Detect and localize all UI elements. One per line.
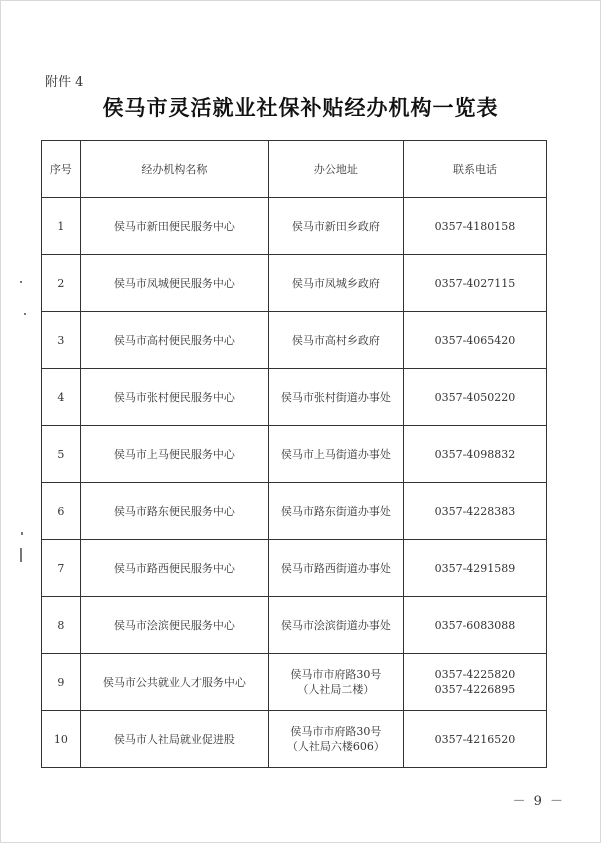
scan-speck [20,281,22,283]
cell-address [268,426,403,483]
address-line: 侯马市张村街道办事处 [280,390,391,404]
cell-institution-name: 侯马市凤城便民服务中心 [80,255,268,312]
address-line: （人社局二楼） [297,683,375,696]
scan-speck [24,313,26,315]
cell-no: 5 [42,426,81,483]
address-line: 侯马市市府路30号 [290,725,382,738]
cell-phone [403,255,546,312]
cell-no: 4 [42,369,81,426]
table-row [42,597,547,654]
address-line: 侯马市上马街道办事处 [280,447,391,461]
cell-address [268,369,403,426]
phone-number: 0357-4216520 [434,732,516,746]
cell-phone [403,540,546,597]
page-number: － 9 － [512,794,565,809]
cell-phone [403,369,546,426]
cell-phone [403,483,546,540]
address-line: 侯马市凤城乡政府 [291,276,380,290]
attachment-label: 附件 4 [45,75,84,90]
scan-speck [20,548,22,562]
cell-address [268,312,403,369]
cell-no: 1 [42,198,81,255]
cell-institution-name: 侯马市公共就业人才服务中心 [80,654,268,711]
phone-number: 0357-4050220 [434,390,516,404]
address-line: 侯马市高村乡政府 [291,333,380,347]
phone-number: 0357-4027115 [434,276,516,290]
cell-no: 7 [42,540,81,597]
cell-institution-name: 侯马市上马便民服务中心 [80,426,268,483]
scan-speck [21,532,23,535]
table-row [42,369,547,426]
cell-phone [403,198,546,255]
table-row [42,540,547,597]
phone-number: 0357-4225820 [434,668,516,681]
address-line: 侯马市路西街道办事处 [280,561,391,575]
cell-address [268,198,403,255]
cell-institution-name: 侯马市浍滨便民服务中心 [80,597,268,654]
table-header-row [42,141,547,198]
cell-institution-name: 侯马市新田便民服务中心 [80,198,268,255]
cell-institution-name: 侯马市路西便民服务中心 [80,540,268,597]
cell-address [268,711,403,768]
phone-number: 0357-4098832 [434,447,516,461]
institution-table [41,140,547,768]
cell-no: 9 [42,654,81,711]
phone-number: 0357-4291589 [434,561,516,575]
document-title: 侯马市灵活就业社保补贴经办机构一览表 [102,95,499,120]
cell-phone [403,597,546,654]
table-body [42,198,547,768]
table-row [42,711,547,768]
cell-no: 8 [42,597,81,654]
cell-address [268,597,403,654]
header-name: 经办机构名称 [80,141,268,198]
cell-institution-name: 侯马市人社局就业促进股 [80,711,268,768]
header-address: 办公地址 [268,141,403,198]
cell-phone [403,426,546,483]
address-line: 侯马市路东街道办事处 [280,504,391,518]
table-row [42,426,547,483]
address-line: 侯马市新田乡政府 [291,219,380,233]
phone-number: 0357-6083088 [434,618,516,632]
cell-phone [403,312,546,369]
cell-institution-name: 侯马市高村便民服务中心 [80,312,268,369]
table-row [42,312,547,369]
cell-phone [403,654,546,711]
cell-phone [403,711,546,768]
cell-address [268,654,403,711]
header-no: 序号 [42,141,81,198]
table-row [42,198,547,255]
cell-institution-name: 侯马市张村便民服务中心 [80,369,268,426]
phone-number: 0357-4180158 [434,219,516,233]
header-phone: 联系电话 [403,141,546,198]
cell-no: 6 [42,483,81,540]
phone-number: 0357-4065420 [434,333,516,347]
table-row [42,255,547,312]
cell-no: 2 [42,255,81,312]
cell-no: 3 [42,312,81,369]
cell-address [268,540,403,597]
address-line: 侯马市浍滨街道办事处 [280,618,391,632]
phone-number: 0357-4226895 [434,683,516,696]
cell-address [268,483,403,540]
table-row [42,654,547,711]
address-line: 侯马市市府路30号 [290,668,382,681]
cell-institution-name: 侯马市路东便民服务中心 [80,483,268,540]
phone-number: 0357-4228383 [434,504,516,518]
table-row [42,483,547,540]
address-line: （人社局六楼606） [286,740,385,753]
cell-no: 10 [42,711,81,768]
cell-address [268,255,403,312]
